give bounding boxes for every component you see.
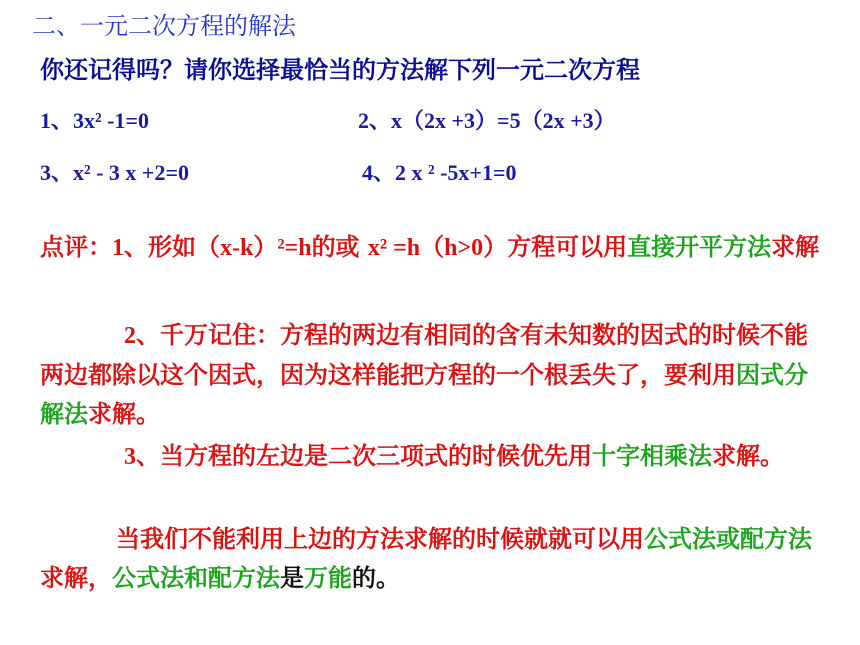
- method-formula-or-completing-square: 公式法或配方法: [644, 525, 812, 553]
- comment-4-text-a: 当我们不能利用上边的方法求解的时候就就可以用: [116, 525, 644, 553]
- comment-1-text-a: 、形如（: [124, 233, 220, 261]
- comment-paragraph-4: [40, 520, 830, 598]
- equation-1: 1、3x² -1=0: [40, 108, 149, 133]
- method-direct-root: 直接开平方法: [627, 233, 772, 261]
- comment-1-math-1: x-k）²=h: [220, 235, 312, 261]
- comment-1-text-c: 方程可以用: [507, 233, 628, 261]
- comment-paragraph-1: [40, 228, 830, 268]
- instruction-text: 你还记得吗？请你选择最恰当的方法解下列一元二次方程: [40, 56, 640, 84]
- comment-3-number: 3: [124, 444, 136, 470]
- comment-3-text-a: 、当方程的左边是二次三项式的时候优先用: [136, 442, 592, 470]
- comment-1-text-b: 的或: [311, 233, 368, 261]
- equation-4: 4、2 x ² -5x+1=0: [362, 160, 517, 185]
- equation-3: 3、x² - 3 x +2=0: [40, 160, 189, 185]
- comment-label: 点评：: [40, 233, 112, 261]
- comment-paragraph-2: [40, 316, 830, 434]
- method-factorization: 因式分解法: [40, 361, 808, 428]
- universal-text: 万能: [304, 564, 352, 592]
- comment-2-number: 2: [124, 323, 136, 349]
- comment-paragraph-3: [40, 437, 830, 477]
- comment-2-text-a: 、千万记住：方程的两边有相同的含有未知数的因式的时候不能两边都除以这个因式，因为这样能把方程的一个根丢失了，要利用: [40, 321, 808, 389]
- comment-1-text-d: 求解: [771, 233, 820, 261]
- comment-1-math-2: x² =h（h>0）: [367, 235, 508, 261]
- section-heading: 二、一元二次方程的解法: [32, 12, 296, 40]
- equation-2: 2、x（2x +3）=5（2x +3）: [358, 108, 616, 133]
- comment-4-text-d: 的。: [352, 564, 400, 592]
- method-cross-multiplication: 十字相乘法: [592, 442, 712, 470]
- method-formula-and-completing-square: 公式法和配方法: [112, 564, 280, 592]
- comment-3-text-b: 求解。: [712, 442, 784, 470]
- comment-4-text-c: 是: [280, 564, 304, 592]
- comment-1-number: 1: [112, 235, 124, 261]
- comment-4-text-b: 求解，: [40, 564, 112, 592]
- comment-2-text-b: 求解。: [88, 400, 160, 428]
